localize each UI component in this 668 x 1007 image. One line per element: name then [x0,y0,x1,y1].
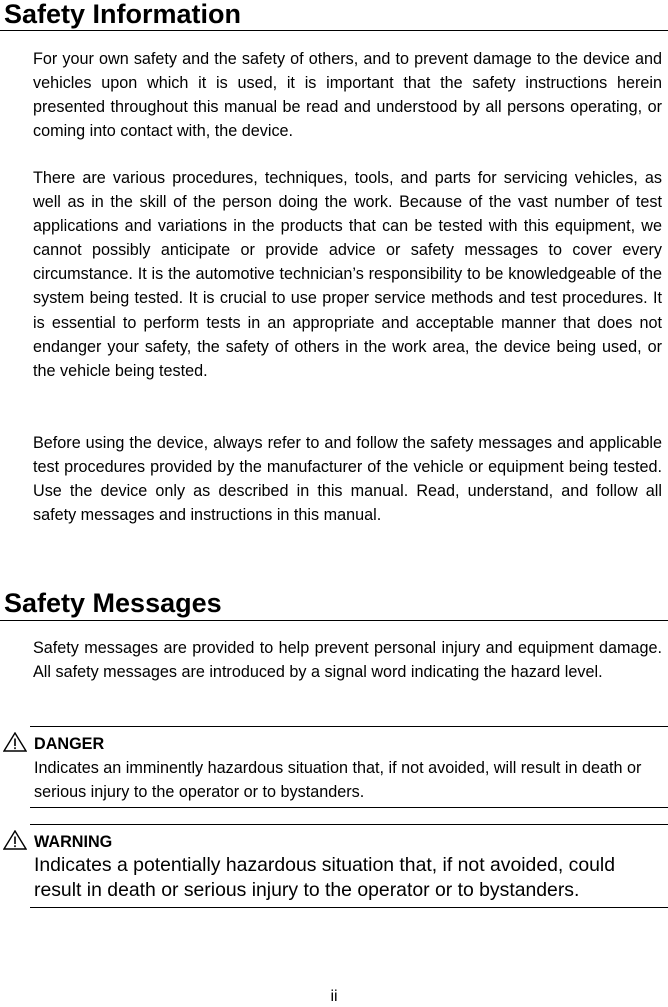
signal-word-warning: WARNING [34,833,113,851]
body-paragraph: There are various procedures, techniques, tools, and parts for servicing vehicles, as well as in the skill of the person doing the work. Because of the vast number of test applications and variations in the products that can be tested with this equipment, we cannot possibly anticipate or provide advice or safety messages to cover every circumstance. It is the automotive technician’s responsibility to be knowledgeable of the system being tested. It is crucial to use proper service methods and test procedures. It is essential to perform tests in an appropriate and acceptable manner that does not endanger your safety, the safety of others in the work area, the device being used, or the vehicle being tested. [33,169,662,380]
section-heading-safety-information: Safety Information [4,0,242,29]
page-number: ii [330,988,338,1005]
heading-rule [0,30,668,31]
danger-callout [30,726,668,808]
body-paragraph: For your own safety and the safety of others, and to prevent damage to the device and vehicles upon which it is used, it is important that the safety instructions herein presented throughout this manual be read and understood by all persons operating, or coming into contact with, the device. [33,50,662,141]
callout-top-rule [30,824,668,825]
warning-triangle-icon [3,830,27,850]
body-paragraph: Safety messages are provided to help prevent personal injury and equipment damage. All safety messages are introduced by a signal word indicating the hazard level. [33,639,662,682]
section-heading-safety-messages: Safety Messages [4,588,222,618]
heading-rule [0,620,668,621]
signal-word-danger: DANGER [34,735,105,753]
warning-text: Indicates a potentially hazardous situation that, if not avoided, could result in death or serious injury to the operator or to bystanders. [34,854,616,901]
callout-top-rule [30,726,668,727]
body-paragraph: Before using the device, always refer to and follow the safety messages and applicable test procedures provided by the manufacturer of the vehicle or equipment being tested. Use the device only as described in this manual. Read, understand, and follow all safety messages and instructions in this manual. [33,434,662,525]
warning-callout [30,824,668,908]
warning-triangle-icon [3,732,27,752]
callout-bottom-rule [30,807,668,808]
danger-text: Indicates an imminently hazardous situation that, if not avoided, will result in death or serious injury to the operator or to bystanders. [34,759,642,801]
callout-bottom-rule [30,907,668,908]
